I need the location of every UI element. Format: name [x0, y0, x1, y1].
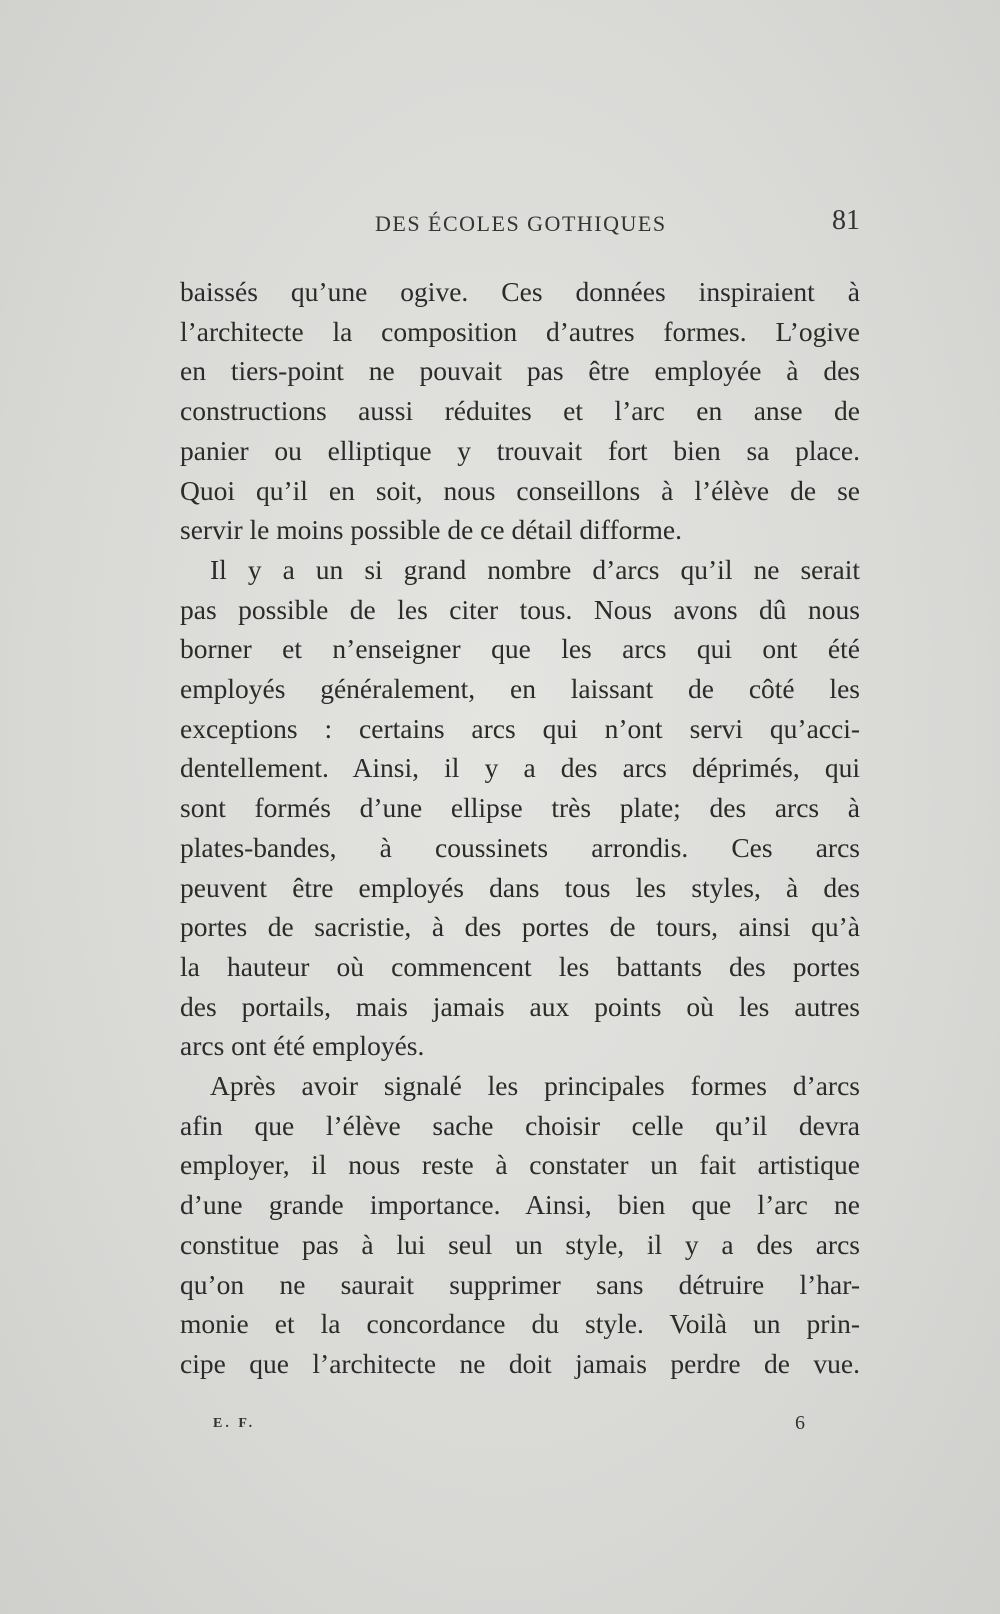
page-footer — [180, 1412, 860, 1442]
text-line: pas possible de les citer tous. Nous avons dû nous — [180, 593, 860, 625]
text-line: afin que l’élève sache choisir celle qu’il devra — [180, 1109, 860, 1141]
page-number: 81 — [832, 205, 860, 236]
text-line: employés généralement, en laissant de côté les — [180, 673, 860, 705]
text-line: plates-bandes, à coussinets arrondis. Ces arcs — [180, 831, 860, 863]
text-line: dentellement. Ainsi, il y a des arcs déprimés, qui — [180, 752, 860, 784]
text-line: la hauteur où commencent les battants des portes — [180, 950, 860, 982]
running-head: DES ÉCOLES GOTHIQUES — [375, 211, 667, 236]
paragraph-2 — [180, 550, 860, 1066]
text-line: panier ou elliptique y trouvait fort bien sa place. — [180, 434, 860, 466]
text-line: baissés qu’une ogive. Ces données inspiraient à — [180, 276, 860, 307]
sheet-number: 6 — [795, 1412, 805, 1434]
text-line: des portails, mais jamais aux points où les autres — [180, 990, 860, 1022]
text-line: arcs ont été employés. — [180, 1030, 425, 1062]
text-line: d’une grande importance. Ainsi, bien que l’arc ne — [180, 1189, 860, 1221]
text-line: constitue pas à lui seul un style, il y a des arcs — [180, 1228, 860, 1260]
text-line: qu’on ne saurait supprimer sans détruire l’har- — [180, 1268, 860, 1300]
text-line: l’architecte la composition d’autres formes. L’ogive — [180, 315, 860, 347]
text-line: constructions aussi réduites et l’arc en anse de — [180, 395, 860, 427]
text-line: peuvent être employés dans tous les styles, à des — [180, 871, 860, 903]
paragraph-3 — [180, 1066, 860, 1384]
text-line: employer, il nous reste à constater un fait artistique — [180, 1149, 860, 1181]
text-line: portes de sacristie, à des portes de tours, ainsi qu’à — [180, 911, 860, 943]
signature-mark: E. F. — [213, 1416, 256, 1431]
page-header — [185, 205, 860, 245]
text-line: Il y a un si grand nombre d’arcs qu’il ne serait — [210, 553, 860, 585]
text-line: en tiers-point ne pouvait pas être employée à des — [180, 355, 860, 387]
text-line: borner et n’enseigner que les arcs qui ont été — [180, 633, 860, 665]
text-line: exceptions : certains arcs qui n’ont servi qu’acci- — [180, 712, 860, 744]
text-line: servir le moins possible de ce détail difforme. — [180, 514, 682, 546]
paragraph-1 — [180, 272, 860, 550]
body-text — [180, 272, 860, 1384]
text-line: cipe que l’architecte ne doit jamais perdre de vue. — [180, 1347, 860, 1379]
text-line: sont formés d’une ellipse très plate; des arcs à — [180, 792, 860, 824]
text-line: Quoi qu’il en soit, nous conseillons à l’élève de se — [180, 474, 860, 506]
text-line: Après avoir signalé les principales formes d’arcs — [210, 1070, 860, 1102]
text-line: monie et la concordance du style. Voilà un prin- — [180, 1308, 860, 1340]
